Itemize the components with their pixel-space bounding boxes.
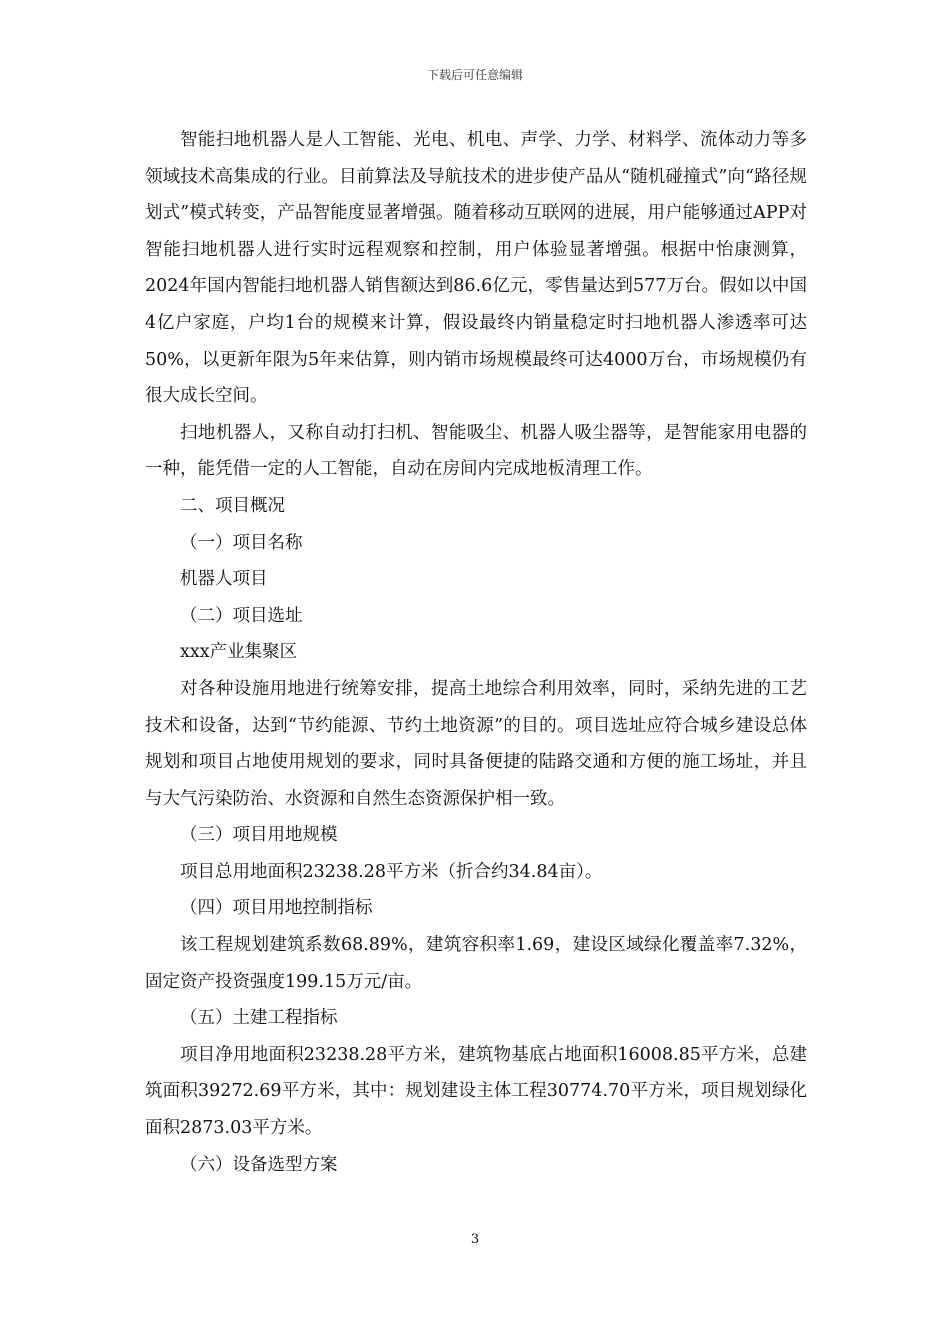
page-number: 3 xyxy=(470,1232,480,1247)
project-site-text: xxx产业集聚区 xyxy=(180,642,298,663)
paragraph-site-planning: 对各种设施用地进行统筹安排，提高土地综合利用效率，同时，采纳先进的工艺技术和设备，达到“节约能源、节约土地资源”的目的。项目选址应符合城乡建设总体规划和项目占地使用规划的要求，同时具备便捷的陆路交通和方便的施工场址，并且与大气污染防治、水资源和自然生态资源保护相一致。 xyxy=(145,678,807,809)
subsection-heading-land-control: （四）项目用地控制指标 xyxy=(180,898,373,919)
subsection-heading-land-scale: （三）项目用地规模 xyxy=(180,825,338,846)
subsection-heading-project-site: （二）项目选址 xyxy=(180,605,303,626)
paragraph-market-overview: 智能扫地机器人是人工智能、光电、机电、声学、力学、材料学、流体动力等多领域技术高集成的行业。目前算法及导航技术的进步使产品从“随机碰撞式”向“路径规划式”模式转变，产品智能度显著增强。随着移动互联网的进展，用户能够通过APP对智能扫地机器人进行实时远程观察和控制，用户体验显著增强。根据中怡康测算，2024年国内智能扫地机器人销售额达到86.6亿元，零售量达到577万台。假如以中国4亿户家庭，户均1台的规模来计算，假设最终内销量稳定时扫地机器人渗透率可达50%，以更新年限为5年来估算，则内销市场规模最终可达4000万台，市场规模仍有很大成长空间。 xyxy=(145,130,807,407)
page-header-note: 下载后可任意编辑 xyxy=(426,68,523,82)
project-name-text: 机器人项目 xyxy=(180,569,268,590)
land-scale-text: 项目总用地面积23238.28平方米（折合约34.84亩）。 xyxy=(180,861,603,882)
subsection-heading-civil-works: （五）土建工程指标 xyxy=(180,1008,338,1029)
civil-works-text: 项目净用地面积23238.28平方米，建筑物基底占地面积16008.85平方米，总建筑面积39272.69平方米，其中：规划建设主体工程30774.70平方米，项目规划绿化面积2873.03平方米。 xyxy=(145,1044,807,1139)
subsection-heading-project-name: （一）项目名称 xyxy=(180,532,303,553)
land-control-text: 该工程规划建筑系数68.89%，建筑容积率1.69，建设区域绿化覆盖率7.32%，固定资产投资强度199.15万元/亩。 xyxy=(145,935,807,992)
paragraph-definition: 扫地机器人，又称自动打扫机、智能吸尘、机器人吸尘器等，是智能家用电器的一种，能凭借一定的人工智能，自动在房间内完成地板清理工作。 xyxy=(145,422,807,480)
document-body xyxy=(145,122,807,1183)
section-heading-project-overview: 二、项目概况 xyxy=(180,495,285,516)
subsection-heading-equipment: （六）设备选型方案 xyxy=(180,1154,338,1175)
